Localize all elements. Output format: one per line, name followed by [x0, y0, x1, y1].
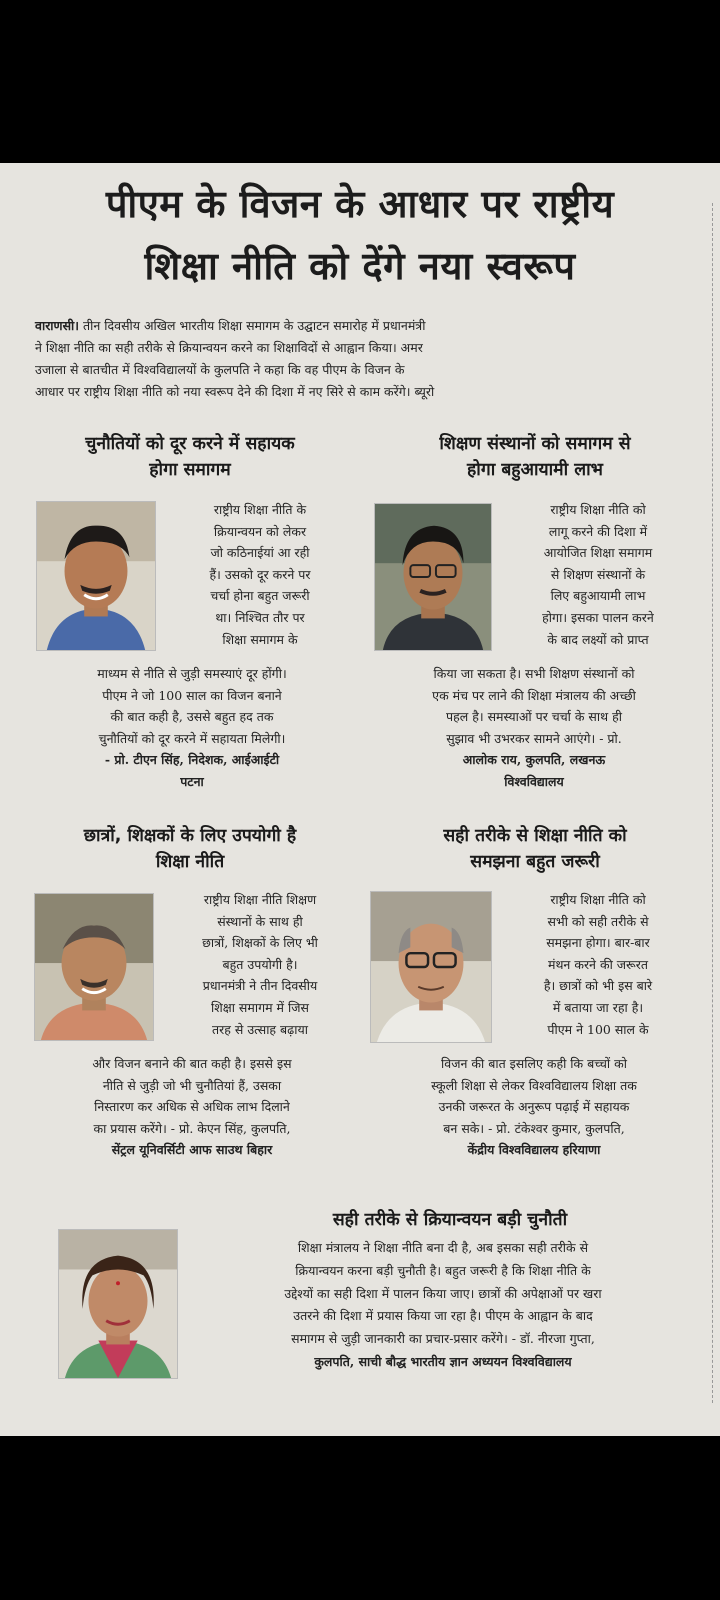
- text-line: संस्थानों के साथ ही: [217, 913, 303, 929]
- article-title-line: चुनौतियों को दूर करने में सहायक: [85, 434, 295, 454]
- text-line: सुझाव भी उभरकर सामने आएंगे। - प्रो.: [446, 730, 622, 746]
- text-line: पीएम ने जो 100 साल का विजन बनाने: [102, 687, 282, 703]
- text-line: बहुत उपयोगी है।: [222, 956, 298, 972]
- credit-line: - प्रो. टीएन सिंह, निदेशक, आईआईटी: [104, 752, 280, 768]
- text-line: शिक्षा समागम में जिस: [211, 999, 309, 1015]
- text-line: आयोजित शिक्षा समागम: [543, 545, 653, 561]
- article-title-line: शिक्षा नीति: [155, 852, 225, 872]
- text-line: से शिक्षण संस्थानों के: [550, 566, 646, 582]
- text-line: का प्रयास करेंगे। - प्रो. केएन सिंह, कुलपति,: [93, 1120, 291, 1136]
- article-title-line: समझना बहुत जरूरी: [470, 852, 600, 872]
- text-line: समझना होगा। बार-बार: [546, 935, 650, 951]
- lead-paragraph: [35, 315, 695, 403]
- text-line: क्रियान्वयन करना बड़ी चुनौती है। बहुत जरूरी है कि शिक्षा नीति के: [295, 1262, 591, 1278]
- newspaper-clipping: [0, 163, 720, 1436]
- text-line: स्कूली शिक्षा से लेकर विश्वविद्यालय शिक्षा तक: [431, 1077, 637, 1093]
- text-line: पहल है। समस्याओं पर चर्चा के साथ ही: [446, 709, 622, 725]
- article-2-title: [370, 431, 700, 483]
- text-line: उतरने की दिशा में प्रयास किया जा रहा है। पीएम के आह्वान के बाद: [293, 1308, 593, 1324]
- text-line: है। छात्रों को भी इस बारे: [543, 978, 653, 994]
- headline-line-2: शिक्षा नीति को देंगे नया स्वरूप: [144, 244, 576, 288]
- text-line: था। निश्चित तौर पर: [215, 609, 305, 625]
- credit-line: केंद्रीय विश्वविद्यालय हरियाणा: [467, 1142, 601, 1158]
- text-line: होगा। इसका पालन करने: [542, 609, 654, 625]
- text-line: की बात कही है, उससे बहुत हद तक: [110, 709, 274, 725]
- text-line: निस्तारण कर अधिक से अधिक लाभ दिलाने: [94, 1099, 290, 1115]
- article-5-title: [220, 1207, 680, 1233]
- text-line: पीएम ने 100 साल के: [547, 1021, 649, 1037]
- text-line: चुनौतियों को दूर करने में सहायता मिलेगी।: [98, 730, 286, 746]
- text-line: बन सके। - प्रो. टंकेश्वर कुमार, कुलपति,: [443, 1120, 625, 1136]
- dateline: वाराणसी।: [35, 318, 80, 333]
- article-title-line: शिक्षण संस्थानों को समागम से: [439, 434, 631, 454]
- text-line: राष्ट्रीय शिक्षा नीति को: [550, 502, 646, 517]
- text-line: लिए बहुआयामी लाभ: [550, 588, 646, 604]
- article-title-line: सही तरीके से शिक्षा नीति को: [443, 826, 627, 846]
- article-3-side-text: [160, 889, 360, 1040]
- text-line: लागू करने की दिशा में: [548, 523, 648, 539]
- text-line: विजन की बात इसलिए कही कि बच्चों को: [441, 1056, 627, 1071]
- text-line: हैं। उसको दूर करने पर: [209, 566, 311, 582]
- credit-line: विश्वविद्यालय: [504, 773, 564, 789]
- credit-line: कुलपति, साची बौद्ध भारतीय ज्ञान अध्ययन विश्वविद्यालय: [314, 1353, 572, 1369]
- headline-line-1: पीएम के विजन के आधार पर राष्ट्रीय: [105, 182, 615, 226]
- text-line: एक मंच पर लाने की शिक्षा मंत्रालय की अच्छी: [432, 687, 636, 703]
- text-line: राष्ट्रीय शिक्षा नीति शिक्षण: [203, 892, 317, 907]
- credit-line: आलोक राय, कुलपति, लखनऊ: [462, 752, 606, 768]
- text-line: राष्ट्रीय शिक्षा नीति को: [550, 892, 646, 907]
- portrait-photo-neerja-gupta: [58, 1229, 178, 1379]
- article-1-body: [24, 663, 360, 793]
- text-line: शिक्षा समागम के: [222, 631, 298, 647]
- article-4-title: [370, 823, 700, 875]
- text-line: जो कठिनाईयां आ रही: [210, 545, 310, 561]
- text-line: मंथन करने की जरूरत: [547, 956, 649, 972]
- text-line: प्रधानमंत्री ने तीन दिवसीय: [202, 978, 318, 994]
- article-1-side-text: [162, 499, 358, 650]
- column-rule: [712, 203, 713, 1403]
- credit-line: सेंट्रल यूनिवर्सिटी आफ साउथ बिहार: [111, 1142, 273, 1158]
- text-line: राष्ट्रीय शिक्षा नीति के: [213, 502, 307, 517]
- portrait-photo-alok-rai: [374, 503, 492, 651]
- text-line: माध्यम से नीति से जुड़ी समस्याएं दूर होंगी।: [97, 666, 287, 681]
- text-line: और विजन बनाने की बात कही है। इससे इस: [92, 1056, 292, 1071]
- text-line: में बताया जा रहा है।: [552, 999, 644, 1015]
- article-title-line: सही तरीके से क्रियान्वयन बड़ी चुनौती: [332, 1210, 568, 1230]
- article-title-line: छात्रों, शिक्षकों के लिए उपयोगी है: [83, 826, 297, 846]
- text-line: उद्देश्यों का सही दिशा में पालन किया जाए। छात्रों की अपेक्षाओं पर खरा: [284, 1285, 602, 1301]
- text-line: सभी को सही तरीके से: [547, 913, 649, 929]
- text-line: किया जा सकता है। सभी शिक्षण संस्थानों को: [433, 666, 635, 681]
- article-3-title: [20, 823, 360, 875]
- lead-line: ने शिक्षा नीति का सही तरीके से क्रियान्वयन करने का शिक्षाविदों से आह्वान किया। अमर: [35, 340, 423, 355]
- article-3-body: [24, 1053, 360, 1161]
- article-2-side-text: [498, 499, 698, 650]
- text-line: चर्चा होना बहुत जरूरी: [210, 588, 310, 604]
- text-line: समागम से जुड़ी जानकारी का प्रचार-प्रसार करेंगे। - डॉ. नीरजा गुप्ता,: [291, 1331, 595, 1347]
- portrait-photo-tankeshwar-kumar: [370, 891, 492, 1043]
- text-line: छात्रों, शिक्षकों के लिए भी: [202, 935, 318, 951]
- portrait-photo-kn-singh: [34, 893, 154, 1041]
- credit-line: पटना: [180, 773, 204, 789]
- article-5-body: [184, 1237, 702, 1374]
- lead-line: तीन दिवसीय अखिल भारतीय शिक्षा समागम के उद्घाटन समारोह में प्रधानमंत्री: [83, 318, 426, 333]
- article-title-line: होगा समागम: [149, 460, 231, 480]
- text-line: के बाद लक्ष्यों को प्राप्त: [547, 631, 649, 647]
- lead-line: उजाला से बातचीत में विश्वविद्यालयों के कुलपति ने कहा कि वह पीएम के विजन के: [35, 362, 405, 377]
- text-line: नीति से जुड़ी जो भी चुनौतियां हैं, उसका: [102, 1077, 282, 1093]
- text-line: शिक्षा मंत्रालय ने शिक्षा नीति बना दी है, अब इसका सही तरीके से: [297, 1240, 589, 1255]
- article-4-side-text: [498, 889, 698, 1040]
- article-4-body: [366, 1053, 702, 1161]
- portrait-photo-tn-singh: [36, 501, 156, 651]
- text-line: तरह से उत्साह बढ़ाया: [212, 1021, 308, 1037]
- article-1-title: [20, 431, 360, 483]
- text-line: उनकी जरूरत के अनुरूप पढ़ाई में सहायक: [438, 1099, 630, 1115]
- text-line: क्रियान्वयन को लेकर: [213, 523, 307, 539]
- lead-line: आधार पर राष्ट्रीय शिक्षा नीति को नया स्वरूप देने की दिशा में नए सिरे से काम करेंगे। ब्यूरो: [35, 384, 435, 399]
- article-2-body: [366, 663, 702, 793]
- article-title-line: होगा बहुआयामी लाभ: [467, 460, 603, 480]
